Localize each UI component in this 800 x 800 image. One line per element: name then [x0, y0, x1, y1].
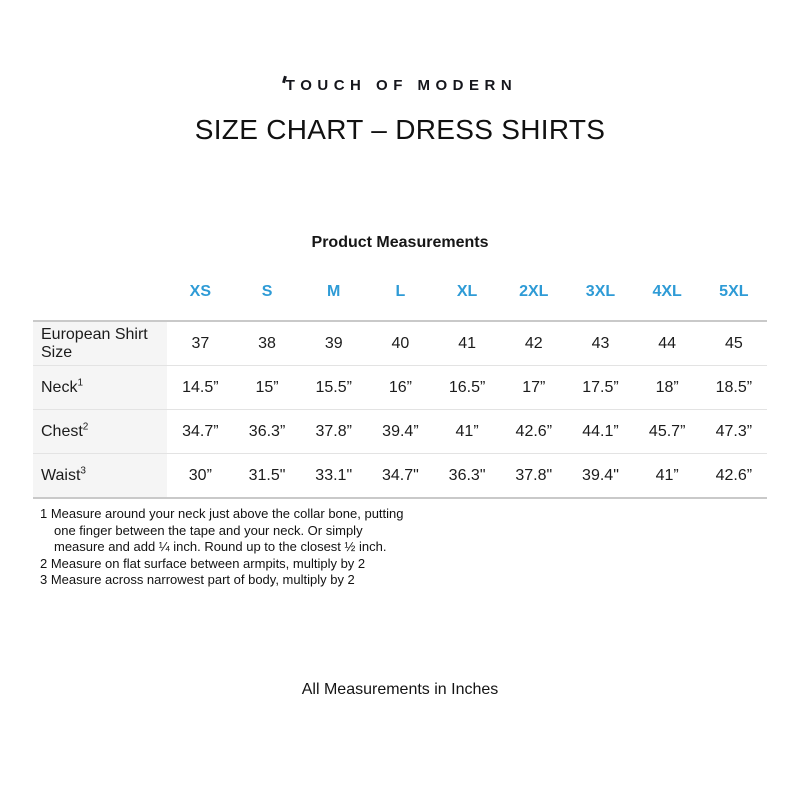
footnote-ref: 2: [82, 421, 89, 433]
table-row-chest: [33, 410, 767, 454]
footnote-ref: 3: [80, 465, 86, 477]
measurement-cell: 31.5": [234, 454, 301, 499]
measurement-cell: 39.4”: [367, 410, 434, 454]
table-row-waist: [33, 454, 767, 499]
footnote-line: measure and add ¼ inch. Round up to the closest ½ inch.: [54, 539, 387, 554]
footnote-line: 2 Measure on flat surface between armpits, multiply by 2: [40, 555, 366, 571]
measurement-cell: 41”: [634, 454, 701, 499]
measurement-cell: 43: [567, 321, 634, 366]
size-column-header: 4XL: [652, 283, 682, 300]
measurement-cell: 41”: [434, 410, 501, 454]
measurement-cell: 36.3": [434, 454, 501, 499]
measurement-cell: 40: [367, 321, 434, 366]
measurement-cell: 16”: [367, 366, 434, 410]
measurement-cell: 39: [300, 321, 367, 366]
measurement-cell: 45.7”: [634, 410, 701, 454]
measurement-cell: 17.5”: [567, 366, 634, 410]
size-column-header: XL: [456, 283, 478, 300]
size-column-header: M: [327, 283, 341, 300]
size-header-row: [33, 272, 767, 321]
footnote-line: one finger between the tape and your neck. Or simply: [54, 522, 363, 538]
row-label: European Shirt Size: [33, 321, 167, 366]
footnote-line: 1 Measure around your neck just above the collar bone, putting: [40, 506, 404, 521]
measurement-cell: 37.8”: [300, 410, 367, 454]
table-row-european-shirt-size: [33, 321, 767, 366]
corner-cell: [33, 272, 167, 321]
measurement-cell: 33.1": [300, 454, 367, 499]
footnote-ref: 1: [77, 377, 84, 389]
footnote-line: 3 Measure across narrowest part of body, multiply by 2: [40, 572, 355, 587]
page-title: SIZE CHART – DRESS SHIRTS: [194, 114, 606, 145]
measurement-cell: 15.5”: [300, 366, 367, 410]
row-label: Waist$^3$: [33, 454, 167, 499]
footnote-3: [40, 572, 404, 589]
size-column-header: L: [395, 283, 406, 300]
measurement-cell: 44: [634, 321, 701, 366]
table-row-neck: [33, 366, 767, 410]
measurement-cell: 16.5”: [434, 366, 501, 410]
size-column-header: 5XL: [719, 283, 749, 300]
measurement-cell: 42.6”: [701, 454, 768, 499]
measurement-cell: 17”: [500, 366, 567, 410]
footnote-2: [40, 556, 404, 573]
measurement-cell: 37.8": [500, 454, 567, 499]
measurement-cell: 36.3”: [234, 410, 301, 454]
row-label: Chest$^2$: [33, 410, 167, 454]
footnote-1: [40, 506, 404, 556]
measurement-cell: 39.4": [567, 454, 634, 499]
measurement-cell: 44.1”: [567, 410, 634, 454]
measurement-cell: 38: [234, 321, 301, 366]
size-chart-table: [33, 272, 767, 499]
table-section-title: Product Measurements: [311, 234, 489, 251]
size-column-header: 3XL: [585, 283, 616, 300]
brand-logo: [0, 76, 800, 94]
measurement-cell: 45: [701, 321, 768, 366]
measurement-cell: 18”: [634, 366, 701, 410]
measurement-cell: 42: [500, 321, 567, 366]
measurement-cell: 37: [167, 321, 234, 366]
row-label: Neck$^1$: [33, 366, 167, 410]
measurement-cell: 42.6”: [500, 410, 567, 454]
measurement-cell: 41: [434, 321, 501, 366]
measurement-cell: 34.7": [367, 454, 434, 499]
size-column-header: S: [261, 283, 273, 300]
measurement-cell: 30”: [167, 454, 234, 499]
units-note: All Measurements in Inches: [301, 681, 499, 698]
size-column-header: XS: [189, 283, 212, 300]
footnotes: [40, 506, 404, 589]
brand-logo-text: TOUCH OF MODERN: [285, 77, 518, 94]
measurement-cell: 34.7”: [167, 410, 234, 454]
measurement-cell: 15”: [234, 366, 301, 410]
measurement-cell: 14.5”: [167, 366, 234, 410]
size-column-header: 2XL: [519, 283, 549, 300]
measurement-cell: 47.3”: [701, 410, 768, 454]
measurement-cell: 18.5”: [701, 366, 768, 410]
